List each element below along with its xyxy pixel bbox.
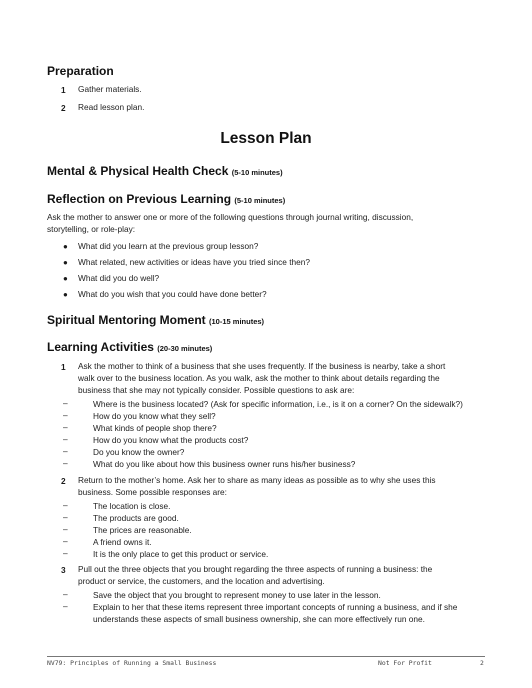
bullet-icon: ● [63, 274, 68, 283]
activity-text: Ask the mother to think of a business that she uses frequently. If the business is nearby, take a short [78, 361, 446, 371]
bullet-text: What did you learn at the previous group lesson? [78, 241, 259, 251]
page-title: Lesson Plan [220, 130, 312, 147]
health-check-heading [47, 164, 283, 178]
activity-text: business. Some possible responses are: [78, 487, 227, 497]
prep-item-text: Read lesson plan. [78, 102, 145, 112]
dash-marker: – [63, 512, 68, 522]
dash-marker: – [63, 536, 68, 546]
reflection-heading [47, 192, 285, 206]
learning-heading [47, 340, 212, 354]
dash-marker: – [63, 434, 68, 444]
sub-item-text: How do you know what the products cost? [93, 435, 249, 445]
dash-marker: – [63, 446, 68, 456]
bullet-text: What do you wish that you could have done better? [78, 289, 267, 299]
footer-course-title: NV79: Principles of Running a Small Business [47, 659, 217, 667]
sub-item-text: The products are good. [93, 513, 179, 523]
dash-marker: – [63, 500, 68, 510]
dash-marker: – [63, 398, 68, 408]
sub-item-text: What kinds of people shop there? [93, 423, 217, 433]
dash-marker: – [63, 524, 68, 534]
bullet-icon: ● [63, 258, 68, 267]
activity-text: Pull out the three objects that you brought regarding the three aspects of running a business: the [78, 564, 433, 574]
section-time: (10-15 minutes) [209, 317, 265, 326]
section-heading-text: Reflection on Previous Learning [47, 192, 232, 206]
bullet-text: What did you do well? [78, 273, 160, 283]
prep-item-text: Gather materials. [78, 84, 142, 94]
activity-number: 2 [61, 476, 66, 486]
section-heading-text: Mental & Physical Health Check [47, 164, 229, 178]
section-time: (5-10 minutes) [231, 168, 283, 177]
sub-item-text: Explain to her that these items represent three important concepts of running a business, and if she [93, 602, 458, 612]
prep-item-number: 2 [61, 103, 66, 113]
footer-divider [47, 656, 485, 657]
section-heading-text: Learning Activities [47, 340, 154, 354]
bullet-text: What related, new activities or ideas have you tried since then? [78, 257, 310, 267]
reflection-intro: storytelling, or role-play: [47, 224, 136, 234]
dash-marker: – [63, 458, 68, 468]
sub-item-text: The prices are reasonable. [93, 525, 192, 535]
activity-text: walk over to the business location. As you walk, ask the mother to think about details regarding the [78, 373, 440, 383]
dash-marker: – [63, 589, 68, 599]
dash-marker: – [63, 548, 68, 558]
section-time: (20-30 minutes) [157, 344, 213, 353]
footer-notice: Not For Profit [378, 659, 432, 667]
sub-item-text: Where is the business located? (Ask for specific information, i.e., is it on a corner? On the sidewalk?) [93, 399, 463, 409]
dash-marker: – [63, 410, 68, 420]
sub-item-text: Save the object that you brought to represent money to use later in the lesson. [93, 590, 381, 600]
bullet-icon: ● [63, 242, 68, 251]
section-time: (5-10 minutes) [234, 196, 286, 205]
prep-item-number: 1 [61, 85, 66, 95]
activity-text: Return to the mother’s home. Ask her to share as many ideas as possible as to why she uses this [78, 475, 436, 485]
bullet-icon: ● [63, 290, 68, 299]
sub-item-text: How do you know what they sell? [93, 411, 216, 421]
sub-item-text: Do you know the owner? [93, 447, 185, 457]
dash-marker: – [63, 422, 68, 432]
reflection-intro: Ask the mother to answer one or more of the following questions through journal writing, discussion, [47, 212, 414, 222]
sub-item-text: A friend owns it. [93, 537, 152, 547]
sub-item-text: The location is close. [93, 501, 171, 511]
sub-item-text: What do you like about how this business owner runs his/her business? [93, 459, 356, 469]
page-number: 2 [480, 659, 484, 667]
activity-number: 3 [61, 565, 66, 575]
activity-text: business that she may not typically consider. Possible questions to ask are: [78, 385, 355, 395]
dash-marker: – [63, 601, 68, 611]
sub-item-text: understands these aspects of small business ownership, she can more effectively run one. [93, 614, 425, 624]
sub-item-text: It is the only place to get this product or service. [93, 549, 269, 559]
activity-text: product or service, the customers, and the location and advertising. [78, 576, 325, 586]
preparation-heading: Preparation [47, 64, 114, 78]
section-heading-text: Spiritual Mentoring Moment [47, 313, 206, 327]
spiritual-heading [47, 313, 264, 327]
activity-number: 1 [61, 362, 66, 372]
